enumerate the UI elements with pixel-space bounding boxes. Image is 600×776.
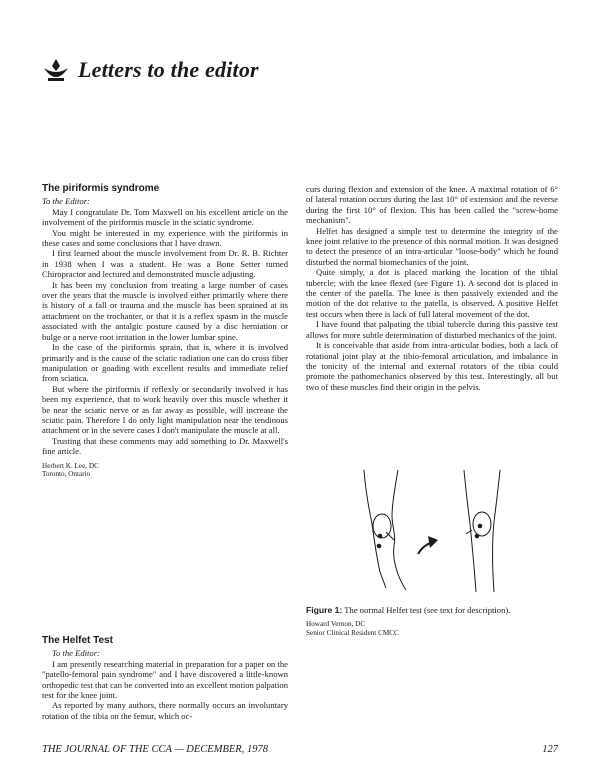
paragraph: May I congratulate Dr. Tom Maxwell on his excellent article on the involvement of the piriformis muscle in the sciatic syndrome. [42,206,288,228]
paragraph: I am presently researching material in preparation for a paper on the "patello-femoral pain syndrome" and I have discovered a little-known orthopedic test that can be converted into an excellent motion palpation test for the knee joint. [42,658,288,701]
flexed-knee-drawing [364,470,406,590]
letter-title: The piriformis syndrome [42,183,160,194]
extended-knee-drawing [464,470,500,592]
page-footer [42,744,558,755]
figure-caption-text: The normal Helfet test (see text for description). [344,605,511,615]
paragraph: As reported by many authors, there normally occurs an involuntary rotation of the tibia on the femur, which oc- [42,700,288,721]
paragraph: I first learned about the muscle involvement from Dr. R. B. Richter in 1938 when I was a student. He was a Bone Setter turned Chiropractor and lectured and demonstrated muscle adjusting. [42,248,288,280]
signature-title: Senior Clinical Resident CMCC [306,628,399,637]
page-number: 127 [542,744,558,755]
journal-name: THE JOURNAL OF THE CCA — DECEMBER, 1978 [42,744,268,755]
knee-figure [306,468,556,594]
letter-piriformis [42,184,288,479]
paragraph: I have found that palpating the tibial tubercle during this passive test allows for more subtle determination of disturbed mechanics of the joint. [306,319,558,340]
letter-helfet-start [42,636,288,721]
paragraph: But where the piriformis if reflexly or secondarily involved it has been my experience, that to work heavily over this muscle whether it be near the sciatic nerve or as far away as possible, will increase the sciatic pain. Therefore I do only light manipulation near the tendinous attachment or in the severe cases I don't manipulate the muscle at all. [42,383,288,436]
letter-helfet-continued [306,184,558,392]
paragraph: It has been my conclusion from treating a large number of cases over the years that the muscle is involved either primarily where there is history of a fall or trauma and the muscle has been sprained at its attachment on the trochanter, or that it is a reflex spasm in the muscle associated with the antalgic posture caused by a disc herniation or bulge or a nerve root irritation in the lower lumbar spine. [42,279,288,342]
signature-place: Toronto, Ontario [42,470,91,479]
paragraph: It is conceivable that aside from intra-articular bodies, both a lack of rotational joint play at the tibio-femoral articulation, and imbalance in the tonicity of the internal and external rotators of the tibia could promote the pathomechanics observed by this test. Interestingly, all but two of these muscles find their origin in the pelvis. [306,340,558,392]
salutation: To the Editor: [42,196,90,207]
figure-label: Figure 1: [306,605,343,615]
page-title: Letters to the editor [78,57,259,82]
paragraph: Trusting that these comments may add something to Dr. Maxwell's fine article. [42,435,288,457]
paragraph: You might be interested in my experience with the piriformis in these cases and some conclusions that I have drawn. [42,227,288,249]
paragraph: In the case of the piriformis sprain, that is, where it is involved primarily and is the cause of the sciatic radiation one can do cross fiber manipulation or goading with excellent results and immediate relief from sciatica. [42,342,288,384]
journal-logo-icon [42,56,70,84]
figure-caption [306,605,562,615]
section-header [42,56,259,84]
paragraph: curs during flexion and extension of the knee. A maximal rotation of 6° of lateral rotation occurs during the last 10° of extension and the reverse during the first 10° of flexion. This has been called the "screw-home mechanism". [306,184,558,226]
signature-name: Herbert K. Lee, DC [42,461,99,470]
signature-name: Howard Vernon, DC [306,620,366,628]
paragraph: Quite simply, a dot is placed marking the location of the tibial tubercle; with the knee flexed (see Figure 1). A second dot is placed in the center of the patella. The knee is then passively extended and the motion of the dot relative to the patella, is observed. A positive Helfet test occurs when there is lack of full lateral movement of the dot. [306,267,558,319]
signature [306,620,399,637]
paragraph: Helfet has designed a simple test to determine the integrity of the knee joint relative to the presence of this normal motion. It was designed to detect the presence of an intra-articular "loose-body" which he found disturbed the normal biomechanics of the joint. [306,225,558,267]
salutation: To the Editor: [52,648,100,659]
letter-title: The Helfet Test [42,635,113,646]
arrow-icon [418,536,438,554]
signature [42,462,288,479]
